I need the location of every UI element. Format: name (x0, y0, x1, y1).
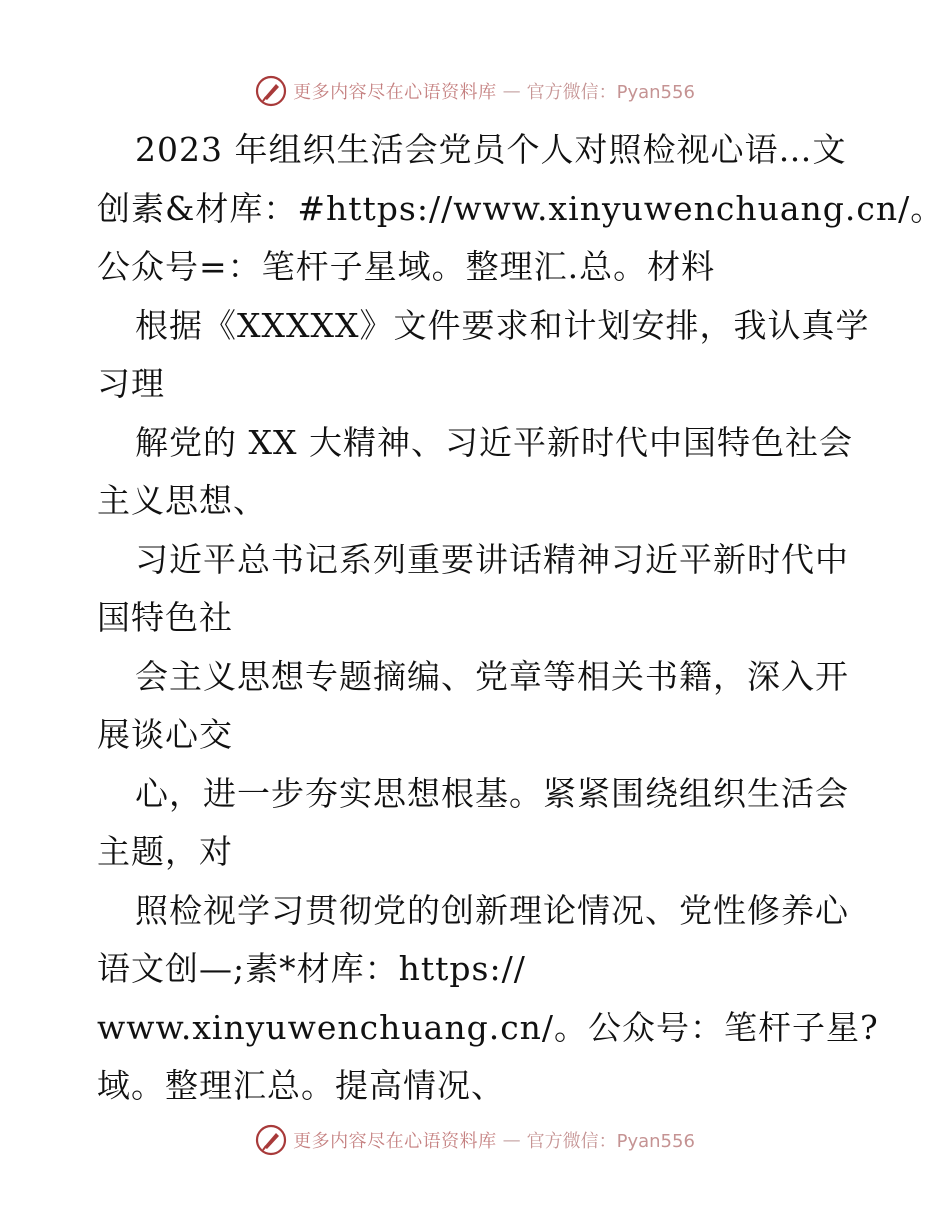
text-line: 国特色社 (97, 598, 233, 637)
quill-pen-logo-icon (255, 1124, 287, 1156)
text-line: 主题，对 (97, 832, 233, 871)
banner-wechat: 官方微信：Pyan556 (526, 1131, 695, 1152)
text-line: 习近平总书记系列重要讲话精神习近平新时代中 (135, 539, 849, 579)
text-line: 创素&材库：#https://www.xinyuwenchuang.cn/。 (97, 188, 945, 228)
banner-separator: — (502, 80, 521, 102)
quill-pen-logo-icon (255, 75, 287, 107)
banner-text: 更多内容尽在心语资料库 (293, 1131, 497, 1152)
text-line: www.xinyuwenchuang.cn/。公众号：笔杆子星? (97, 1007, 879, 1047)
document-body (97, 121, 945, 1116)
text-line: 展谈心交 (97, 715, 233, 754)
text-line: 解党的 XX 大精神、习近平新时代中国特色社会 (135, 422, 853, 462)
text-line: 主义思想、 (97, 481, 267, 520)
text-line: 心，进一步夯实思想根基。紧紧围绕组织生活会 (135, 773, 849, 813)
banner-separator: — (502, 1129, 521, 1151)
text-line: 照检视学习贯彻党的创新理论情况、党性修养心 (135, 890, 849, 930)
banner-text: 更多内容尽在心语资料库 (293, 82, 497, 103)
text-line: 习理 (97, 364, 165, 403)
footer-watermark-banner (0, 1122, 950, 1158)
banner-wechat: 官方微信：Pyan556 (526, 82, 695, 103)
text-line: 语文创—;素*材库：https:// (97, 949, 526, 988)
text-line: 域。整理汇总。提高情况、 (97, 1066, 505, 1105)
text-line: 2023 年组织生活会党员个人对照检视心语…文 (135, 130, 847, 169)
text-line: 公众号=：笔杆子星域。整理汇.总。材料 (97, 247, 716, 286)
text-line: 会主义思想专题摘编、党章等相关书籍，深入开 (135, 656, 849, 696)
header-watermark-banner (0, 73, 950, 109)
text-line: 根据《XXXXX》文件要求和计划安排，我认真学 (135, 305, 870, 345)
